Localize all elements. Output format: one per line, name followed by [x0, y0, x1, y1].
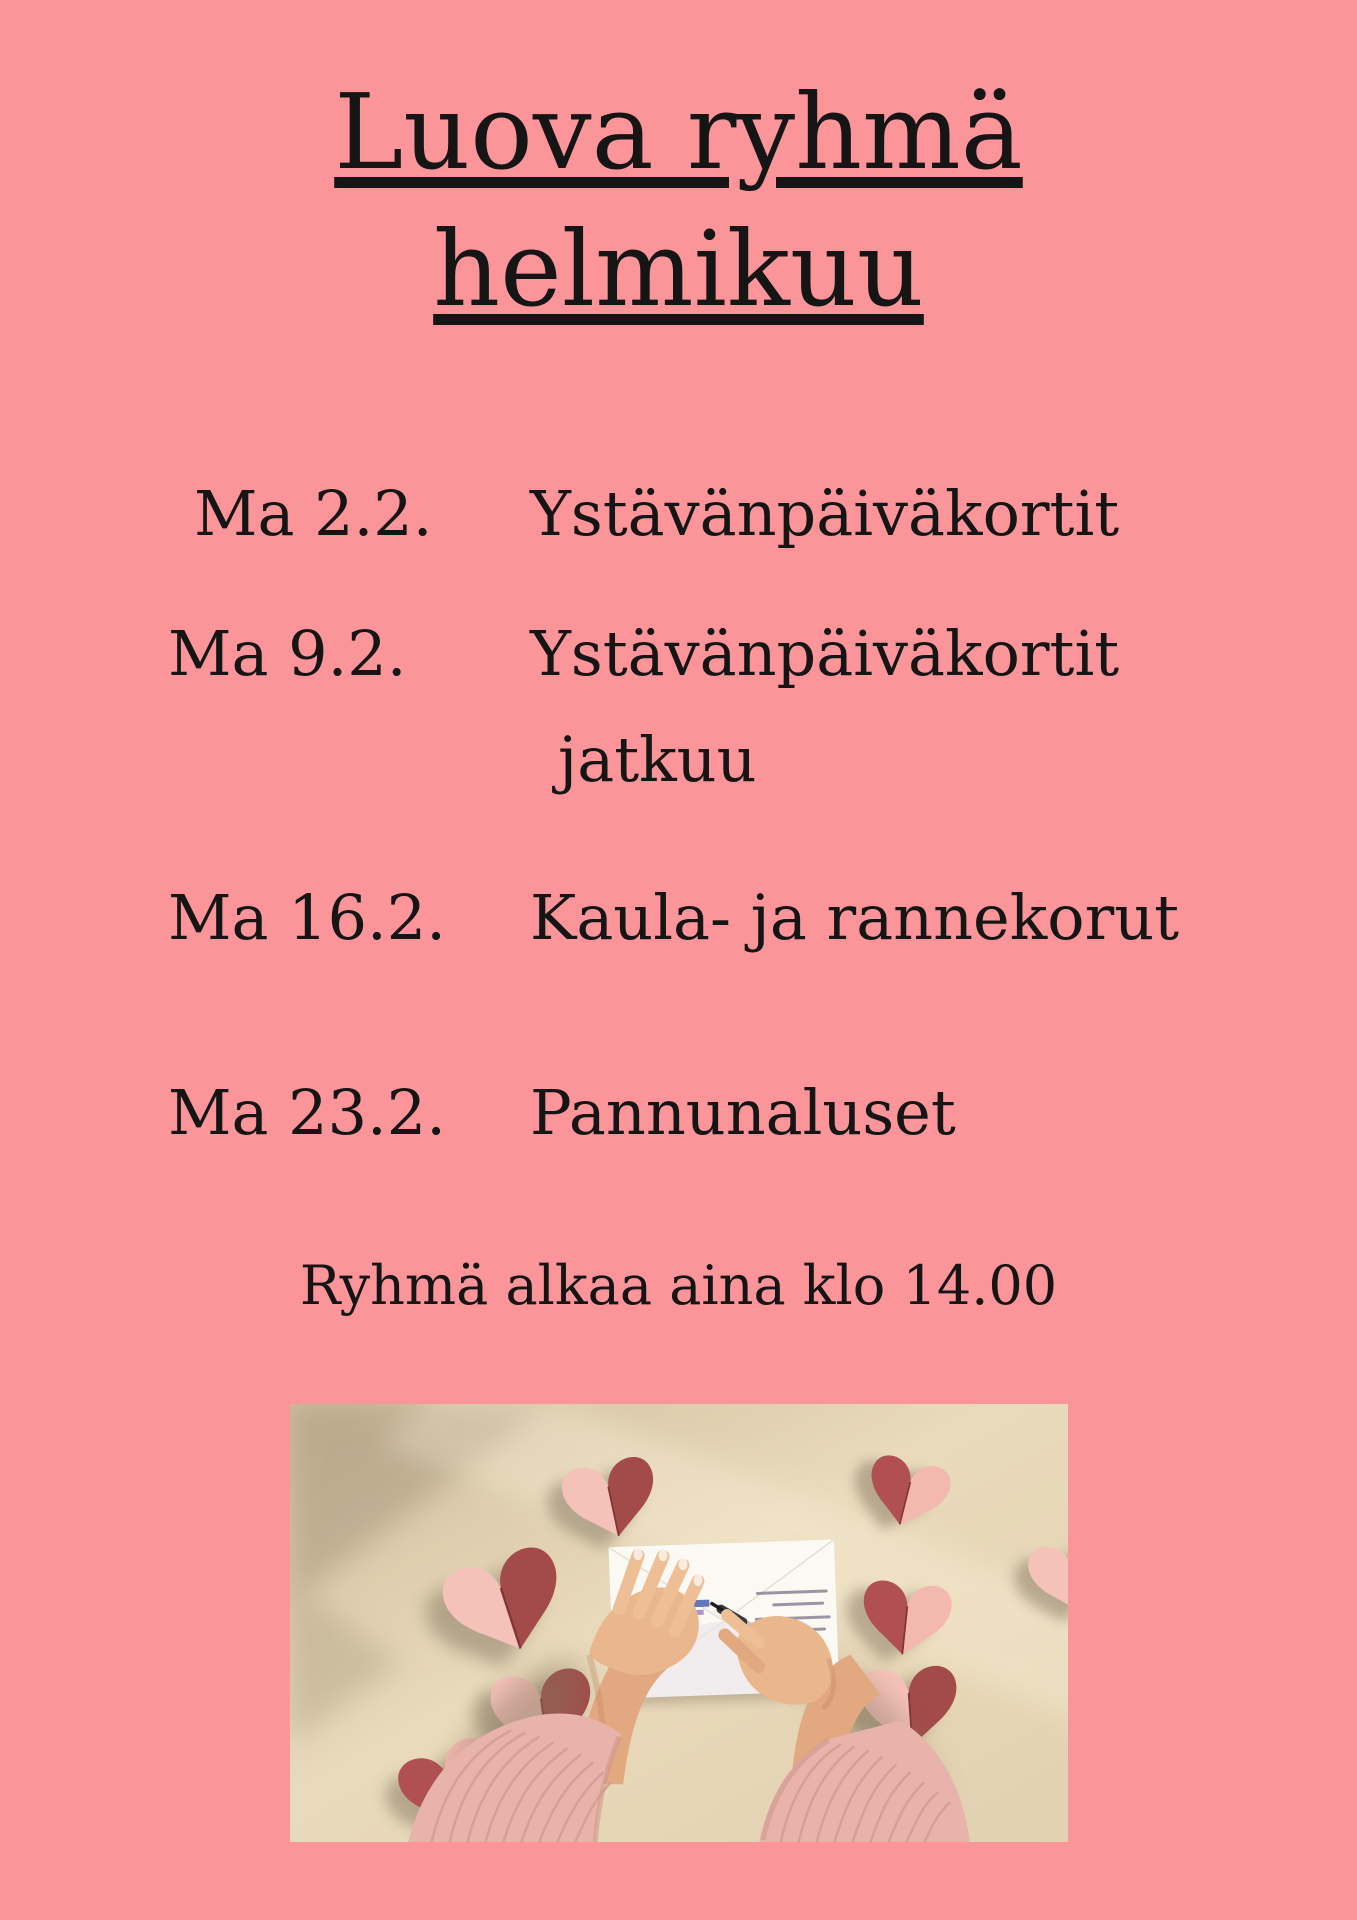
schedule-topic-continuation: jatkuu — [558, 723, 757, 796]
schedule-topic: Pannunaluset — [530, 1076, 956, 1149]
poster-title — [0, 64, 1357, 339]
schedule-topic: Ystävänpäiväkortit — [530, 477, 1120, 550]
schedule-topic: Ystävänpäiväkortit — [530, 617, 1120, 690]
schedule-date: Ma 23.2. — [168, 1076, 446, 1149]
schedule-row — [168, 1076, 956, 1150]
title-line-2: helmikuu — [433, 208, 924, 331]
photo-figure — [290, 1404, 1068, 1842]
footer-note: Ryhmä alkaa aina klo 14.00 — [299, 1254, 1058, 1317]
schedule-date: Ma 16.2. — [168, 881, 446, 954]
schedule-date: Ma 2.2. — [194, 477, 433, 550]
schedule-date: Ma 9.2. — [168, 617, 407, 690]
schedule-row — [168, 881, 1179, 955]
schedule-row — [168, 617, 1119, 691]
title-line-1: Luova ryhmä — [334, 71, 1023, 193]
schedule-row — [168, 477, 1119, 551]
photo-illustration — [290, 1404, 1068, 1842]
schedule-topic: Kaula- ja rannekorut — [530, 881, 1180, 954]
